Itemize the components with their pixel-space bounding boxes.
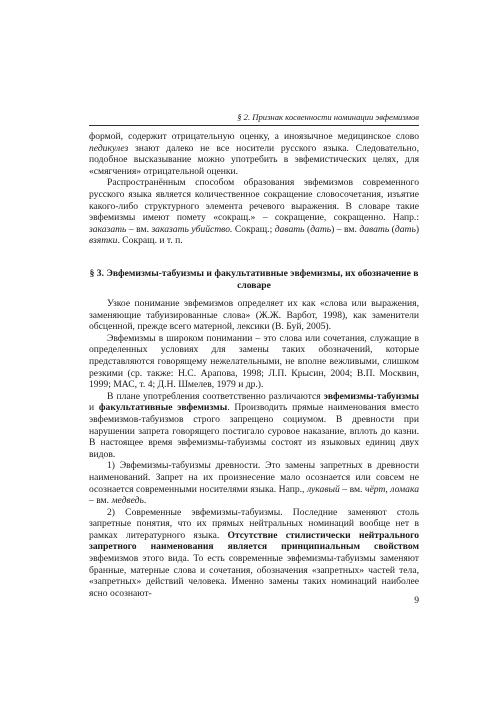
paragraph <box>89 333 419 391</box>
paragraph <box>89 177 419 247</box>
text-run: 2) Современные эвфемизмы-табуизмы. Последние заменяют столь запретные понятия, что их прямых нейтральных номинаций вообще нет в рамках литературного языка. <box>89 506 419 541</box>
text-run: 1) Эвфемизмы-табуизмы древности. Это замены запретных в древности наименований. Запрет на их произнесение мало осознается или совсем не осознается современными носителями языка. Напр., <box>89 460 419 495</box>
paragraph <box>89 131 419 177</box>
text-run: . Сокращ. и т. п. <box>117 235 183 247</box>
paragraph <box>89 460 419 506</box>
italic-term: педикулез <box>89 142 129 154</box>
text-run: . <box>143 495 147 507</box>
text-run: ( <box>304 223 311 235</box>
body-text-top <box>89 131 419 247</box>
text-run: ( <box>389 223 395 235</box>
italic-term: ломака <box>390 483 419 495</box>
page-number: 9 <box>414 595 419 606</box>
text-run: – вм. <box>126 223 152 235</box>
italic-term: чёрт <box>364 483 386 495</box>
text-run: формой, содержит отрицательную оценку, а иноязычное медицинское слово <box>89 131 419 142</box>
text-run: В плане употребления соответственно различаются <box>107 390 324 402</box>
paragraph <box>89 298 419 333</box>
text-run: Распространённым способом образования эвфемизмов современного русского языка является количественное сокращение словосочетания, изъятие какого-либо структурного элемента речевого выражения. В словаре такие эвфемизмы имеют помету «сокращ.» – сокращение, сокращенно. Напр.: <box>89 177 419 224</box>
italic-term: лукавый <box>306 483 340 495</box>
text-run: ) – вм. <box>331 223 360 235</box>
italic-term: давать <box>359 223 390 235</box>
text-run: – вм. <box>339 483 365 495</box>
text-run: эвфемизмов этого вида. То есть современные эвфемизмы-табуизмы заменяют бранные, матерные слова и сочетания, обозначения «запретных» частей тела, «запретных» действий человека. Именно замены таких номинаций наиболее ясно осознают- <box>89 553 419 599</box>
bold-term: эвфемизмы-табуизмы <box>323 390 419 402</box>
italic-term: дать <box>394 223 416 235</box>
italic-term: медведь <box>111 495 144 507</box>
paragraph <box>89 391 419 461</box>
running-head: § 2. Признак косвенности номинации эвфемизмов <box>237 112 419 122</box>
text-run: , <box>385 483 391 495</box>
text-run: – вм. <box>89 495 112 507</box>
text-run: знают далеко не все носители русского языка. Следовательно, подобное высказывание можно употребить в эвфемистических целях, для «смягчения» отрицательной оценки. <box>89 142 419 177</box>
italic-term: давать <box>274 223 305 235</box>
text-run: и <box>89 402 99 414</box>
text-run: Эвфемизмы в широком понимании – это слова или сочетания, служащие в определенных условиях для замены таких обозначений, которые представляются говорящему нежелательными, не вполне вежливыми, слишком резкими (ср. также: Н.С. Арапова, 1998; Л.П. Крысин, 2004; В.П. Москвин, 1999; МАС, т. 4; Д.Н. Шмелев, 1979 и др.). <box>89 332 419 391</box>
italic-term: дать <box>310 223 332 235</box>
paragraph <box>89 507 419 600</box>
italic-term: заказать <box>89 223 127 235</box>
italic-term: заказать убийство. <box>151 223 233 235</box>
italic-term: взятки <box>89 235 118 247</box>
text-run: Сокращ.; <box>232 223 275 235</box>
text-run: . Производить прямые наименования вместо эвфемизмов-табуизмов строго запрещено социумом. В древности при нарушении запрета говорящего постигало суровое наказание, вплоть до казни. В настоящее время эвфемизмы-табуизмы состоят из языковых единиц двух видов. <box>89 402 419 460</box>
section-title: § 3. Эвфемизмы-табуизмы и факультативные эвфемизмы, их обозначение в словаре <box>89 268 419 291</box>
bold-term: факультативные эвфемизмы <box>98 402 228 414</box>
body-text-bottom <box>89 298 419 599</box>
bold-term: Отсутствие стилистически нейтрального запретного наименования является принципиальным свойством <box>89 529 419 553</box>
text-run: ) <box>415 223 420 235</box>
header-divider <box>89 125 419 126</box>
text-run: Узкое понимание эвфемизмов определяет их как «слова или выражения, заменяющие табуизированные слова» (Ж.Ж. Варбот, 1998), как заменители обсценной, прежде всего матерной, лексики (В. Буй, 2005). <box>89 298 419 333</box>
